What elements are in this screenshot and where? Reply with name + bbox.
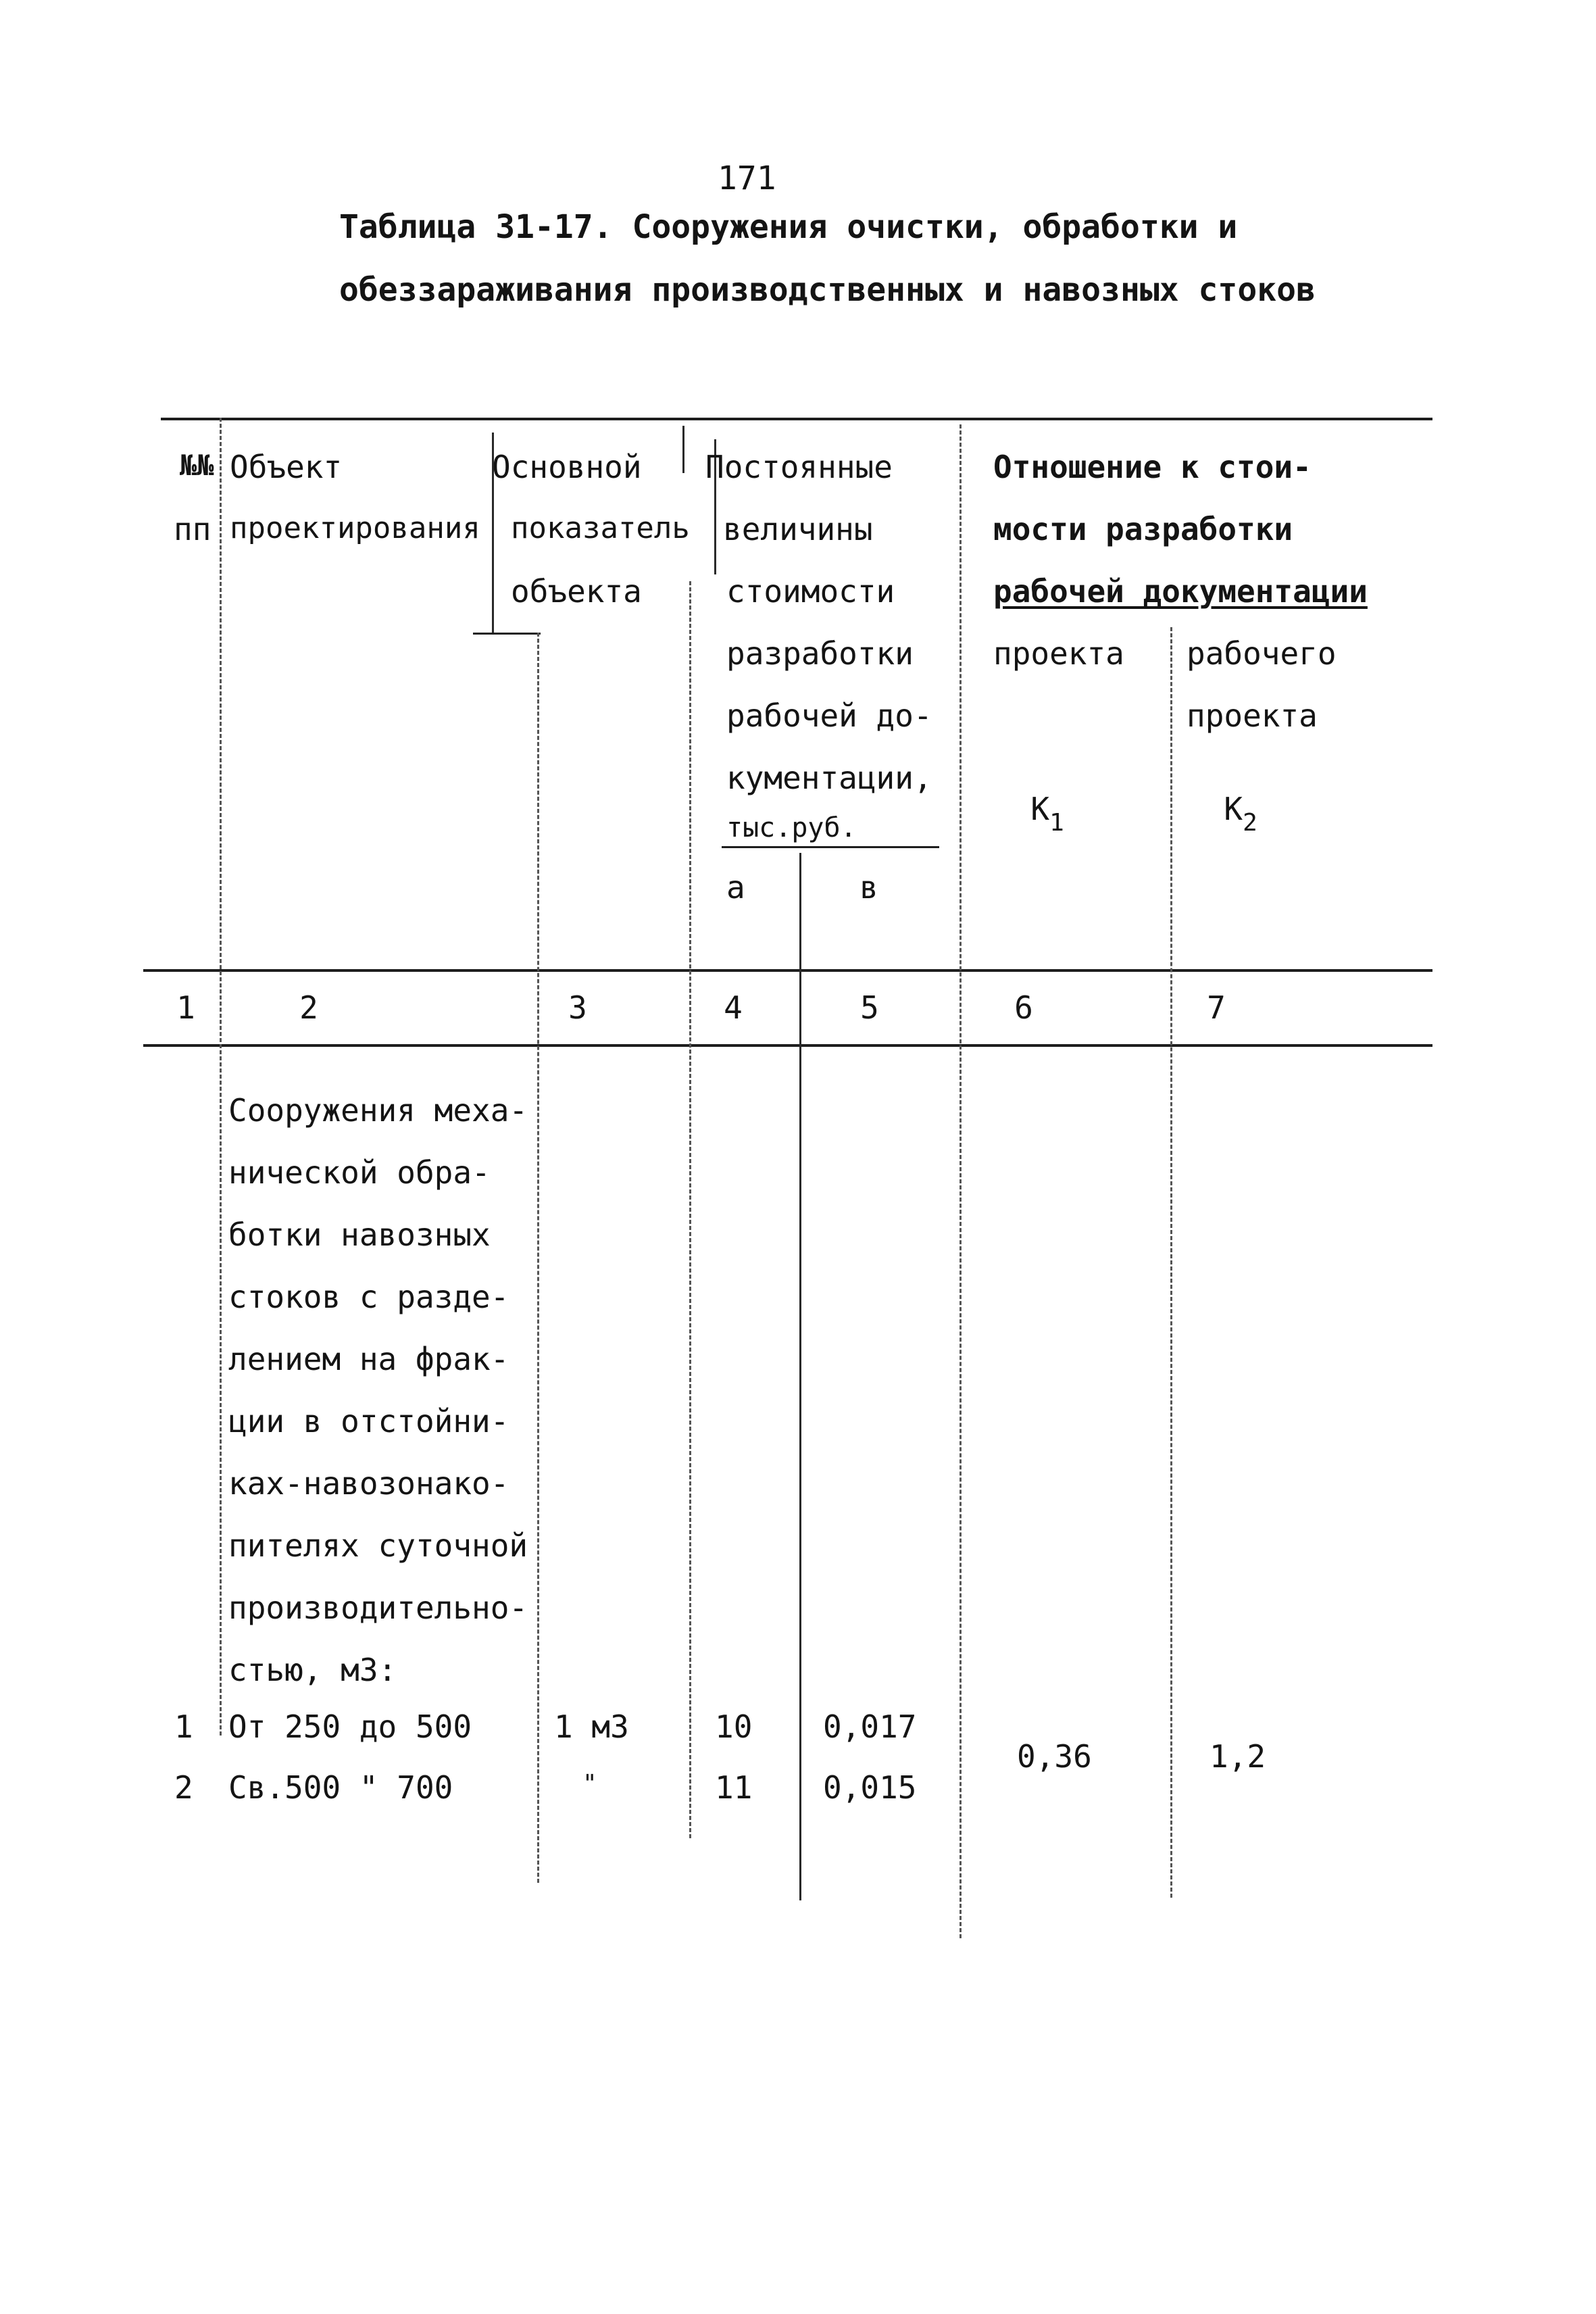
col6-header-line-1: проекта — [993, 635, 1124, 672]
section-description-line-7: ках-навозонако- — [228, 1465, 509, 1502]
header-bottom-rule — [143, 969, 1432, 972]
col5-divider — [799, 853, 801, 1900]
col3-header-line-1: Основной — [492, 449, 642, 485]
column-number-2: 2 — [299, 989, 318, 1026]
section-description-line-1: Сооружения меха- — [228, 1092, 528, 1129]
col3-right-divider — [537, 633, 539, 1883]
column-number-1: 1 — [176, 989, 195, 1026]
section-description-line-2: нической обра- — [228, 1154, 491, 1191]
col45-header-underline — [722, 846, 939, 848]
col5-subheader: в — [859, 869, 878, 906]
table-title-line-2: обеззараживания производственных и навозных стоков — [339, 271, 1316, 309]
row-2-object: Св.500 " 700 — [228, 1769, 453, 1806]
column-number-6: 6 — [1014, 989, 1033, 1026]
col6-symbol-index: 1 — [1049, 809, 1064, 837]
col3-header-stub — [473, 633, 541, 635]
row-2-indicator: " — [582, 1770, 597, 1798]
col45-header-line-1: Постоянные — [705, 449, 893, 485]
col6-divider — [959, 424, 962, 1938]
col1-divider — [220, 418, 222, 1736]
col67-group-header-line-3: рабочей документации — [993, 573, 1368, 610]
col45-header-line-7: тыс.руб. — [726, 812, 857, 843]
col3-header-line-2: показатель — [511, 511, 690, 545]
row-1-value-a: 10 — [715, 1708, 753, 1745]
col4-subheader: а — [726, 869, 745, 906]
row-1-indicator: 1 м3 — [554, 1708, 629, 1745]
column-number-5: 5 — [860, 989, 879, 1026]
table-top-rule — [161, 418, 1432, 420]
col3-header-line-3: объекта — [511, 573, 642, 610]
section-description-line-10: стью, м3: — [228, 1652, 397, 1688]
col7-divider — [1170, 627, 1172, 1898]
col67-group-header-line-1: Отношение к стои- — [993, 449, 1312, 485]
table-title-line-1: Таблица 31-17. Сооружения очистки, обработки и — [339, 208, 1238, 246]
col1-header-line-2: пп — [174, 511, 211, 547]
row-2-value-a: 11 — [715, 1769, 753, 1806]
k2-value: 1,2 — [1210, 1738, 1266, 1775]
column-number-4: 4 — [724, 989, 743, 1026]
row-1-number: 1 — [174, 1708, 193, 1745]
col67-group-header-line-2: мости разработки — [993, 511, 1293, 547]
column-numbers-rule — [143, 1044, 1432, 1047]
section-description-line-5: лением на фрак- — [228, 1341, 509, 1377]
col1-header-line-1: №№ — [180, 449, 214, 482]
section-description-line-3: ботки навозных — [228, 1216, 491, 1253]
col2-header-line-1: Объект — [230, 449, 343, 485]
col45-header-line-3: стоимости — [726, 573, 895, 610]
col45-header-line-4: разработки — [726, 635, 914, 672]
section-description-line-6: ции в отстойни- — [228, 1403, 509, 1439]
column-number-3: 3 — [568, 989, 587, 1026]
col7-header-line-1: рабочего — [1187, 635, 1337, 672]
row-2-value-b: 0,015 — [823, 1769, 917, 1806]
col7-symbol: К — [1224, 791, 1243, 827]
row-1-value-b: 0,017 — [823, 1708, 917, 1745]
section-description-line-9: производительно- — [228, 1590, 528, 1626]
col7-header-symbol — [1187, 762, 1257, 837]
col45-header-line-6: кументации, — [726, 760, 932, 796]
section-description-line-8: пителях суточной — [228, 1527, 528, 1564]
col4-divider — [689, 581, 691, 1838]
col45-header-line-2: величины — [723, 511, 873, 547]
k1-value: 0,36 — [1017, 1738, 1092, 1775]
col7-header-line-2: проекта — [1187, 697, 1318, 734]
col6-header-symbol — [993, 762, 1064, 837]
col2-header-line-2: проектирования — [230, 511, 480, 545]
page-number: 171 — [718, 159, 776, 197]
column-number-7: 7 — [1207, 989, 1226, 1026]
row-1-object: От 250 до 500 — [228, 1708, 472, 1745]
col7-symbol-index: 2 — [1243, 809, 1257, 837]
col45-header-line-5: рабочей до- — [726, 697, 932, 734]
col4-header-bracket — [682, 426, 684, 473]
section-description-line-4: стоков с разде- — [228, 1279, 509, 1315]
col6-symbol: К — [1030, 791, 1050, 827]
row-2-number: 2 — [174, 1769, 193, 1806]
